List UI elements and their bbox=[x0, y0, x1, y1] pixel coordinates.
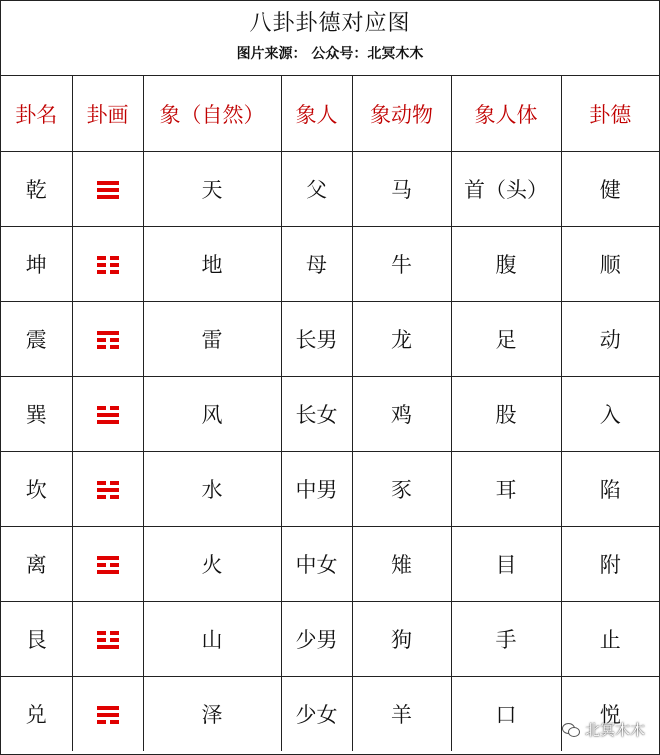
trigram-symbol-cell bbox=[72, 452, 143, 527]
header-animal: 象动物 bbox=[352, 76, 451, 152]
cell-animal: 鸡 bbox=[352, 377, 451, 452]
cell-person: 少女 bbox=[281, 677, 352, 752]
cell-name: 艮 bbox=[1, 602, 72, 677]
cell-name: 兑 bbox=[1, 677, 72, 752]
table-row bbox=[1, 602, 659, 677]
trigram-icon bbox=[97, 328, 119, 352]
cell-person: 长女 bbox=[281, 377, 352, 452]
cell-name: 坎 bbox=[1, 452, 72, 527]
cell-body: 首（头） bbox=[451, 152, 561, 227]
trigram-icon bbox=[97, 403, 119, 427]
cell-animal: 龙 bbox=[352, 302, 451, 377]
cell-nature: 地 bbox=[143, 227, 281, 302]
cell-body: 股 bbox=[451, 377, 561, 452]
trigram-symbol-cell bbox=[72, 377, 143, 452]
cell-body: 腹 bbox=[451, 227, 561, 302]
cell-person: 父 bbox=[281, 152, 352, 227]
header-name: 卦名 bbox=[1, 76, 72, 152]
cell-nature: 天 bbox=[143, 152, 281, 227]
cell-virtue: 入 bbox=[561, 377, 659, 452]
table-row bbox=[1, 527, 659, 602]
watermark-text: 北冥木木 bbox=[584, 721, 645, 739]
trigram-icon bbox=[97, 703, 119, 727]
trigram-symbol-cell bbox=[72, 227, 143, 302]
trigram-icon bbox=[97, 628, 119, 652]
cell-nature: 水 bbox=[143, 452, 281, 527]
page-title: 八卦卦德对应图 bbox=[249, 11, 411, 36]
cell-virtue: 健 bbox=[561, 152, 659, 227]
trigram-icon bbox=[97, 253, 119, 277]
cell-person: 长男 bbox=[281, 302, 352, 377]
cell-name: 巽 bbox=[1, 377, 72, 452]
cell-nature: 火 bbox=[143, 527, 281, 602]
cell-body: 耳 bbox=[451, 452, 561, 527]
trigram-icon bbox=[97, 553, 119, 577]
trigram-symbol-cell bbox=[72, 302, 143, 377]
wechat-icon bbox=[562, 723, 580, 737]
cell-body: 足 bbox=[451, 302, 561, 377]
table-row bbox=[1, 677, 659, 752]
cell-nature: 雷 bbox=[143, 302, 281, 377]
cell-virtue: 悦 bbox=[561, 677, 659, 752]
trigram-table bbox=[1, 76, 659, 751]
cell-animal: 牛 bbox=[352, 227, 451, 302]
header-person: 象人 bbox=[281, 76, 352, 152]
cell-person: 母 bbox=[281, 227, 352, 302]
table-row bbox=[1, 302, 659, 377]
cell-virtue: 动 bbox=[561, 302, 659, 377]
cell-body: 口 bbox=[451, 677, 561, 752]
cell-animal: 狗 bbox=[352, 602, 451, 677]
cell-person: 少男 bbox=[281, 602, 352, 677]
source-credit: 图片来源： 公众号：北冥木木 bbox=[236, 46, 424, 62]
trigram-symbol-cell bbox=[72, 527, 143, 602]
cell-animal: 羊 bbox=[352, 677, 451, 752]
cell-virtue: 附 bbox=[561, 527, 659, 602]
header-nature: 象（自然） bbox=[143, 76, 281, 152]
cell-virtue: 陷 bbox=[561, 452, 659, 527]
watermark bbox=[562, 719, 645, 740]
cell-nature: 山 bbox=[143, 602, 281, 677]
table-row bbox=[1, 227, 659, 302]
table-row bbox=[1, 377, 659, 452]
trigram-symbol-cell bbox=[72, 677, 143, 752]
trigram-symbol-cell bbox=[72, 152, 143, 227]
header-symbol: 卦画 bbox=[72, 76, 143, 152]
cell-nature: 风 bbox=[143, 377, 281, 452]
cell-body: 手 bbox=[451, 602, 561, 677]
trigram-icon bbox=[97, 478, 119, 502]
cell-virtue: 顺 bbox=[561, 227, 659, 302]
cell-person: 中女 bbox=[281, 527, 352, 602]
header-body: 象人体 bbox=[451, 76, 561, 152]
header-virtue: 卦德 bbox=[561, 76, 659, 152]
cell-animal: 马 bbox=[352, 152, 451, 227]
cell-name: 坤 bbox=[1, 227, 72, 302]
cell-name: 震 bbox=[1, 302, 72, 377]
trigram-icon bbox=[97, 178, 119, 202]
table-row bbox=[1, 452, 659, 527]
cell-name: 离 bbox=[1, 527, 72, 602]
cell-virtue: 止 bbox=[561, 602, 659, 677]
cell-nature: 泽 bbox=[143, 677, 281, 752]
cell-person: 中男 bbox=[281, 452, 352, 527]
header-row bbox=[1, 76, 659, 152]
table-row bbox=[1, 152, 659, 227]
title-block bbox=[1, 1, 659, 76]
cell-animal: 豕 bbox=[352, 452, 451, 527]
trigram-symbol-cell bbox=[72, 602, 143, 677]
cell-body: 目 bbox=[451, 527, 561, 602]
cell-animal: 雉 bbox=[352, 527, 451, 602]
cell-name: 乾 bbox=[1, 152, 72, 227]
